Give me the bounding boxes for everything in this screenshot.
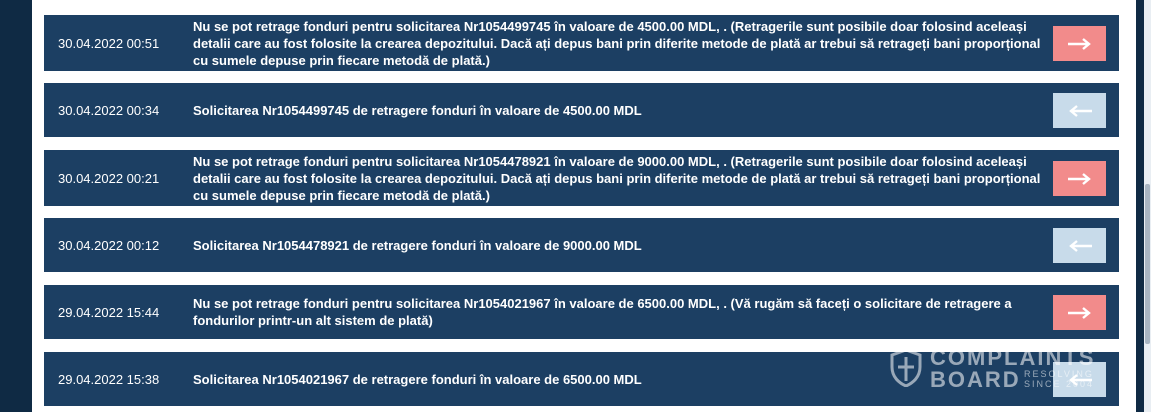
transaction-message: Nu se pot retrage fonduri pentru solicitarea Nr1054478921 în valoare de 9000.00 MDL, . (Retragerile sunt posibile doar folosind aceleași detalii care au fost folosite la crearea depozitului. Dacă ați depus bani prin diferite metode de plată ar trebui să retrageți bani proporțional cu sumele depuse prin fiecare metodă de plată.) <box>193 153 1041 203</box>
outgoing-right-arrow-icon[interactable] <box>1053 161 1106 196</box>
transaction-date: 30.04.2022 00:12 <box>58 237 160 253</box>
transaction-row <box>44 83 1119 137</box>
transaction-date: 29.04.2022 15:44 <box>58 304 160 320</box>
watermark-title-line2: BOARD <box>930 367 1021 392</box>
transaction-row <box>44 218 1119 272</box>
incoming-left-arrow-icon[interactable] <box>1053 228 1106 263</box>
watermark-tagline: RESOLVING SINCE 2004 <box>1024 369 1095 389</box>
scrollbar-thumb[interactable] <box>1145 184 1150 344</box>
watermark-title-line1: COMPLAINTS <box>930 345 1096 370</box>
transaction-row <box>44 285 1119 339</box>
transaction-date: 30.04.2022 00:34 <box>58 102 160 118</box>
transaction-message: Nu se pot retrage fonduri pentru solicitarea Nr1054021967 în valoare de 6500.00 MDL, . (Vă rugăm să faceți o solicitare de retragere a fondurilor printr-un alt sistem de plată) <box>193 296 1012 328</box>
outgoing-right-arrow-icon[interactable] <box>1053 26 1106 61</box>
transaction-message: Solicitarea Nr1054021967 de retragere fonduri în valoare de 6500.00 MDL <box>193 371 642 387</box>
outgoing-right-arrow-icon[interactable] <box>1053 295 1106 330</box>
vertical-scrollbar[interactable] <box>1144 0 1151 412</box>
transaction-message: Solicitarea Nr1054478921 de retragere fonduri în valoare de 9000.00 MDL <box>193 237 642 253</box>
transaction-message: Nu se pot retrage fonduri pentru solicitarea Nr1054499745 în valoare de 4500.00 MDL, . (Retragerile sunt posibile doar folosind aceleași detalii care au fost folosite la crearea depozitului. Dacă ați depus bani prin diferite metode de plată ar trebui să retrageți bani proporțional cu sumele depuse prin fiecare metodă de plată.) <box>193 18 1041 68</box>
transaction-date: 30.04.2022 00:51 <box>58 35 160 51</box>
transaction-row <box>44 150 1119 206</box>
incoming-left-arrow-icon[interactable] <box>1053 93 1106 128</box>
shield-icon <box>890 349 922 387</box>
transaction-date: 29.04.2022 15:38 <box>58 371 160 387</box>
complaintsboard-watermark <box>888 345 1108 395</box>
transaction-date: 30.04.2022 00:21 <box>58 170 160 186</box>
transaction-message: Solicitarea Nr1054499745 de retragere fonduri în valoare de 4500.00 MDL <box>193 102 642 118</box>
transaction-row <box>44 15 1119 71</box>
